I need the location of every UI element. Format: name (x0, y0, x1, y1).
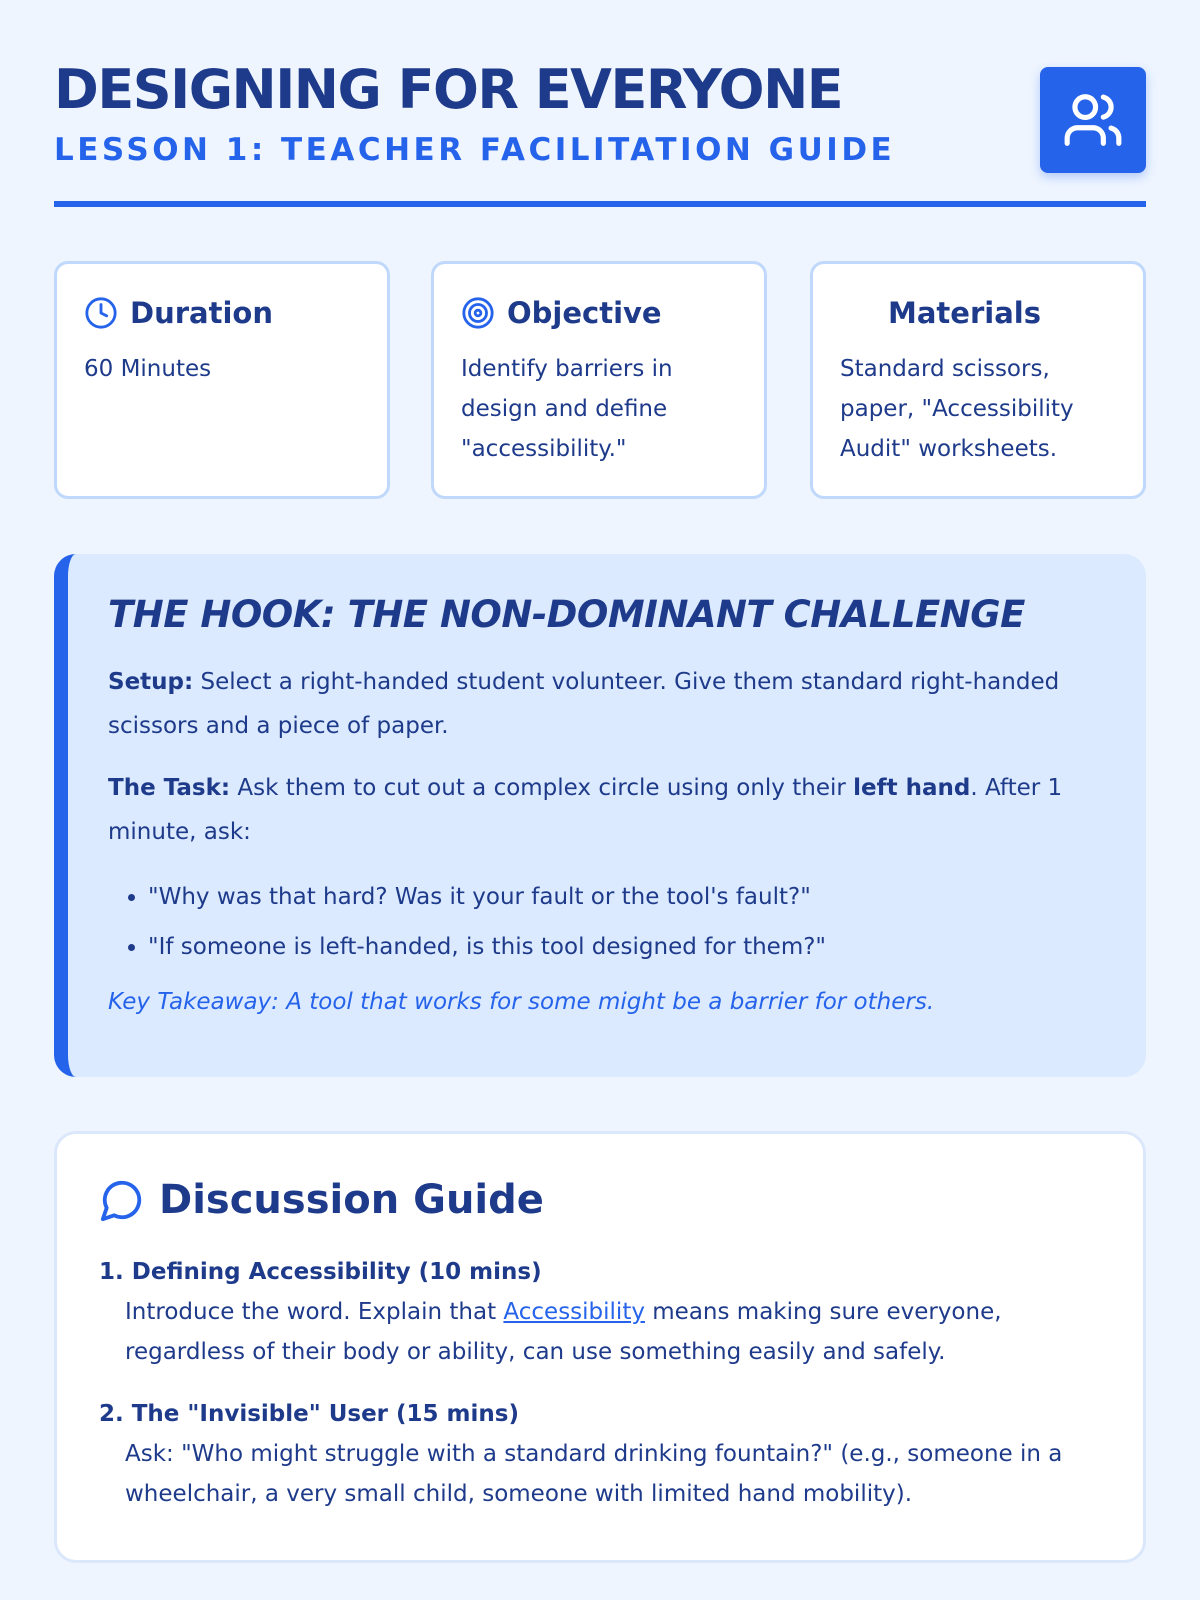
discussion-guide (54, 1131, 1146, 1563)
accessibility-link[interactable]: Accessibility (503, 1299, 645, 1325)
duration-value: 60 Minutes (84, 356, 212, 382)
page-subtitle: LESSON 1: TEACHER FACILITATION GUIDE (54, 132, 896, 168)
list-item: • "If someone is left-handed, is this tool designed for them?" (148, 922, 1106, 972)
key-takeaway: Key Takeaway: A tool that works for some might be a barrier for others. (108, 989, 935, 1015)
discussion-item (99, 1252, 1101, 1372)
item-body (99, 1292, 1101, 1372)
duration-card (54, 261, 390, 499)
info-cards (54, 261, 1146, 499)
discussion-item (99, 1394, 1101, 1514)
item-text: Introduce the word. Explain that (125, 1299, 504, 1325)
item-title: 2. The "Invisible" User (15 mins) (99, 1401, 519, 1427)
duration-title: Duration (130, 296, 273, 330)
task-label: The Task: (108, 775, 231, 801)
task-text-end: . After 1 minute, ask: (108, 775, 1063, 845)
setup-text: Select a right-handed student volunteer. Give them standard right-handed scissors and a piece of paper. (108, 669, 1060, 739)
target-icon (461, 296, 495, 330)
materials-title: Materials (888, 296, 1041, 330)
page-header (54, 55, 1146, 207)
question-list (108, 872, 1106, 972)
item-body: Ask: "Who might struggle with a standard drinking fountain?" (e.g., someone in a wheelchair, a very small child, someone with limited hand mobility). (125, 1441, 1063, 1507)
users-icon (1040, 67, 1146, 173)
hook-setup (108, 660, 1106, 748)
materials-card (810, 261, 1146, 499)
objective-card (431, 261, 767, 499)
hook-title: THE HOOK: THE NON-DOMINANT CHALLENGE (108, 593, 1025, 636)
item-title: 1. Defining Accessibility (10 mins) (99, 1259, 542, 1285)
objective-text: Identify barriers in design and define "accessibility." (461, 356, 673, 462)
task-emphasis: left hand (853, 775, 971, 801)
objective-title: Objective (507, 296, 662, 330)
materials-text: Standard scissors, paper, "Accessibility Audit" worksheets. (840, 356, 1074, 462)
hook-section (54, 554, 1146, 1077)
task-text: Ask them to cut out a complex circle using only their (230, 775, 854, 801)
list-item: • "Why was that hard? Was it your fault or the tool's fault?" (148, 872, 1106, 922)
discussion-title: Discussion Guide (159, 1177, 544, 1223)
clock-icon (84, 296, 118, 330)
setup-label: Setup: (108, 669, 194, 695)
page-title: DESIGNING FOR EVERYONE (54, 58, 843, 121)
header-divider (54, 201, 1146, 207)
chat-bubble-icon (99, 1177, 145, 1223)
hook-task (108, 766, 1106, 854)
item-text: means making sure everyone, regardless of their body or ability, can use something easily and safely. (125, 1299, 1002, 1365)
